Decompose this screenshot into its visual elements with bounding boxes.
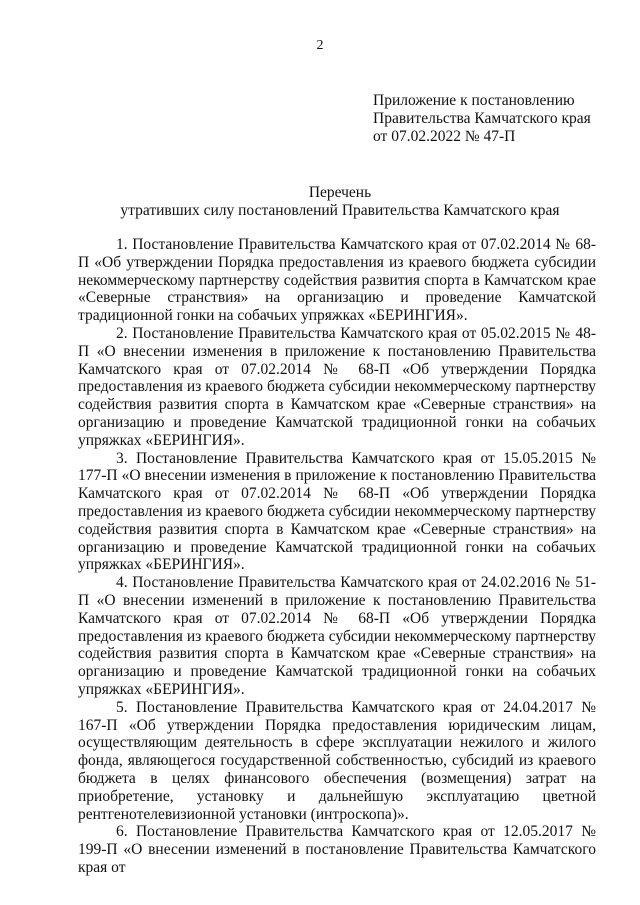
list-item: 4. Постановление Правительства Камчатского края от 24.02.2016 № 51-П «О внесении изменений в приложение к постановлению Правительства Камчатского края от 07.02.2014 № 68-П «Об утверждении Порядка предоставления из краевого бюджета субсидии некоммерческому партнерству содействия развития спорта в Камчатском крае «Северные странствия» на организацию и проведение Камчатской традиционной гонки на собачьих упряжках «БЕРИНГИЯ».	[78, 574, 596, 698]
list-item: 5. Постановление Правительства Камчатского края от 24.04.2017 № 167-П «Об утверждении Порядка предоставления юридическим лицам, осуществляющим деятельность в сфере эксплуатации нежилого и жилого фонда, являющегося государственной собственностью, субсидий из краевого бюджета в целях финансового обеспечения (возмещения) затрат на приобретение, установку и дальнейшую эксплуатацию цветной рентгенотелевизионной установки (интроскопа)».	[78, 698, 596, 823]
appendix-line-3: от 07.02.2022 № 47-П	[373, 128, 516, 145]
document-body	[78, 236, 596, 877]
appendix-header	[373, 92, 591, 146]
list-item: 6. Постановление Правительства Камчатского края от 12.05.2017 № 199-П «О внесении изменений в постановление Правительства Камчатского края от	[78, 823, 596, 876]
appendix-line-2: Правительства Камчатского края	[373, 110, 591, 127]
list-item: 2. Постановление Правительства Камчатского края от 05.02.2015 № 48-П «О внесении изменения в приложение к постановлению Правительства Камчатского края от 07.02.2014 № 68-П «Об утверждении Порядка предоставления из краевого бюджета субсидии некоммерческому партнерству содействия развития спорта в Камчатском крае «Северные странствия» на организацию и проведение Камчатской традиционной гонки на собачьих упряжках «БЕРИНГИЯ».	[78, 324, 596, 449]
document-title	[0, 184, 640, 220]
appendix-line-1: Приложение к постановлению	[373, 92, 575, 109]
list-item: 3. Постановление Правительства Камчатского края от 15.05.2015 № 177-П «О внесении изменения в приложение к постановлению Правительства Камчатского края от 07.02.2014 № 68-П «Об утверждении Порядка предоставления из краевого бюджета субсидии некоммерческому партнерству содействия развития спорта в Камчатском крае «Северные странствия» на организацию и проведение Камчатской традиционной гонки на собачьих упряжках «БЕРИНГИЯ».	[78, 449, 596, 574]
title-line-2: утративших силу постановлений Правительства Камчатского края	[120, 202, 560, 219]
page-number: 2	[316, 38, 324, 53]
title-line-1: Перечень	[308, 184, 372, 201]
list-item: 1. Постановление Правительства Камчатского края от 07.02.2014 № 68-П «Об утверждении Порядка предоставления из краевого бюджета субсидии некоммерческому партнерству содействия развития спорта в Камчатском крае «Северные странствия» на организацию и проведение Камчатской традиционной гонки на собачьих упряжках «БЕРИНГИЯ».	[78, 236, 596, 325]
